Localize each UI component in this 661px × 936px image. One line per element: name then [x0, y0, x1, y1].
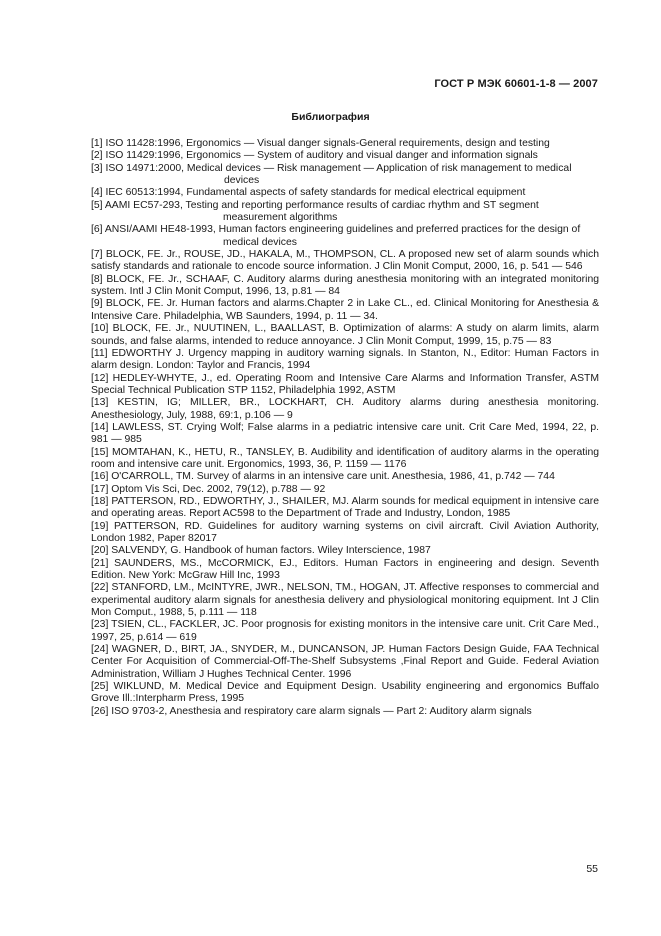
reference-18: [18] PATTERSON, RD., EDWORTHY, J., SHAILER, MJ. Alarm sounds for medical equipment in intensive care and operating areas. Report AC598 to the Department of Trade and Industry, London, 1985: [91, 495, 599, 520]
reference-23: [23] TSIEN, CL., FACKLER, JC. Poor prognosis for existing monitors in the intensive care unit. Crit Care Med., 1997, 25, p.614 — 619: [91, 619, 599, 643]
standard-code-header: ГОСТ Р МЭК 60601-1-8 — 2007: [434, 78, 598, 90]
reference-19: [19] PATTERSON, RD. Guidelines for auditory warning systems on civil aircraft. Civil Aviation Authority, London 1982, Paper 82017: [91, 520, 599, 544]
reference-25: [25] WIKLUND, M. Medical Device and Equipment Design. Usability engineering and ergonomics Buffalo Grove Ill.:Interpharm Press, 1995: [91, 681, 599, 705]
reference-12: [12] HEDLEY-WHYTE, J., ed. Operating Room and Intensive Care Alarms and Information Transfer, ASTM Special Technical Publication STP 1152, Philadelphia 1992, ASTM: [91, 372, 599, 396]
reference-10: [10] BLOCK, FE. Jr., NUUTINEN, L., BAALLAST, B. Optimization of alarms: A study on alarm limits, alarm sounds, and false alarms, intended to reduce annoyance. J Clin Monit Comput, 1999, 15, p.75 — 83: [91, 323, 599, 347]
reference-16: [16] O'CARROLL, TM. Survey of alarms in an intensive care unit. Anesthesia, 1986, 41, p.742 — 744: [91, 471, 555, 483]
reference-17: [17] Optom Vis Sci, Dec. 2002, 79(12), p.788 — 92: [91, 483, 326, 495]
reference-5: [5] AAMI EC57-293, Testing and reporting performance results of cardiac rhythm and ST segment measurement algorithms: [91, 199, 539, 224]
reference-24: [24] WAGNER, D., BIRT, JA., SNYDER, M., DUNCANSON, JP. Human Factors Design Guide, FAA Technical Center For Acquisition of Commercial-Off-The-Shelf Subsystems ,Final Report and Guide. Federal Aviation Administration, William J Hughes Technical Center. 1996: [91, 644, 599, 680]
reference-13: [13] KESTIN, IG; MILLER, BR., LOCKHART, CH. Auditory alarms during anesthesia monitoring. Anesthesiology, July, 1988, 69:1, p.106 — 9: [91, 397, 599, 421]
reference-6: [6] ANSI/AAMI HE48-1993, Human factors engineering guidelines and preferred practices for the design of medical devices: [91, 224, 581, 248]
page-number: 55: [586, 863, 598, 875]
reference-26: [26] ISO 9703-2, Anesthesia and respiratory care alarm signals — Part 2: Auditory alarm signals: [91, 705, 532, 717]
reference-4: [4] IEC 60513:1994, Fundamental aspects of safety standards for medical electrical equipment: [91, 187, 526, 199]
reference-20: [20] SALVENDY, G. Handbook of human factors. Wiley Interscience, 1987: [91, 545, 431, 557]
reference-22: [22] STANFORD, LM., McINTYRE, JWR., NELSON, TM., HOGAN, JT. Affective responses to commercial and experimental auditory alarm signals for anesthesia delivery and physiological monitoring equipment. Int J Clin Mon Comput., 1988, 5, p.111 — 118: [91, 582, 599, 619]
reference-21: [21] SAUNDERS, MS., McCORMICK, EJ., Editors. Human Factors in engineering and design. Seventh Edition. New York: McGraw Hill Inc, 1993: [91, 557, 599, 582]
reference-15: [15] MOMTAHAN, K., HETU, R., TANSLEY, B. Audibility and identification of auditory alarms in the operating room and intensive care unit. Ergonomics, 1993, 36, P. 1159 — 1176: [91, 446, 599, 470]
reference-9: [9] BLOCK, FE. Jr. Human factors and alarms.Chapter 2 in Lake CL., ed. Clinical Monitoring for Anesthesia & Intensive Care. Philadelphia, WB Saunders, 1994, p. 11 — 34.: [91, 298, 599, 322]
bibliography-list: [91, 138, 599, 718]
reference-1: [1] ISO 11428:1996, Ergonomics — Visual danger signals-General requirements, design and testing: [91, 138, 550, 149]
reference-14: [14] LAWLESS, ST. Crying Wolf; False alarms in a pediatric intensive care unit. Crit Care Med, 1994, 22, p. 981 — 985: [91, 421, 599, 446]
reference-7: [7] BLOCK, FE. Jr., ROUSE, JD., HAKALA, M., THOMPSON, CL. A proposed new set of alarm sounds which satisfy standards and rationale to encode source information. J Clin Monit Comput, 2000, 16, p. 541 — 546: [91, 249, 599, 273]
reference-3: [3] ISO 14971:2000, Medical devices — Risk management — Application of risk management to medical devices: [91, 162, 572, 187]
reference-11: [11] EDWORTHY J. Urgency mapping in auditory warning signals. In Stanton, N., Editor: Human Factors in alarm design. London: Taylor and Francis, 1994: [91, 347, 599, 372]
reference-8: [8] BLOCK, FE. Jr., SCHAAF, C. Auditory alarms during anesthesia monitoring with an integrated monitoring system. Intl J Clin Monit Comput, 1996, 13, p.81 — 84: [91, 273, 599, 298]
reference-2: [2] ISO 11429:1996, Ergonomics — System of auditory and visual danger and information signals: [91, 150, 538, 162]
page-title: Библиография: [291, 111, 370, 123]
